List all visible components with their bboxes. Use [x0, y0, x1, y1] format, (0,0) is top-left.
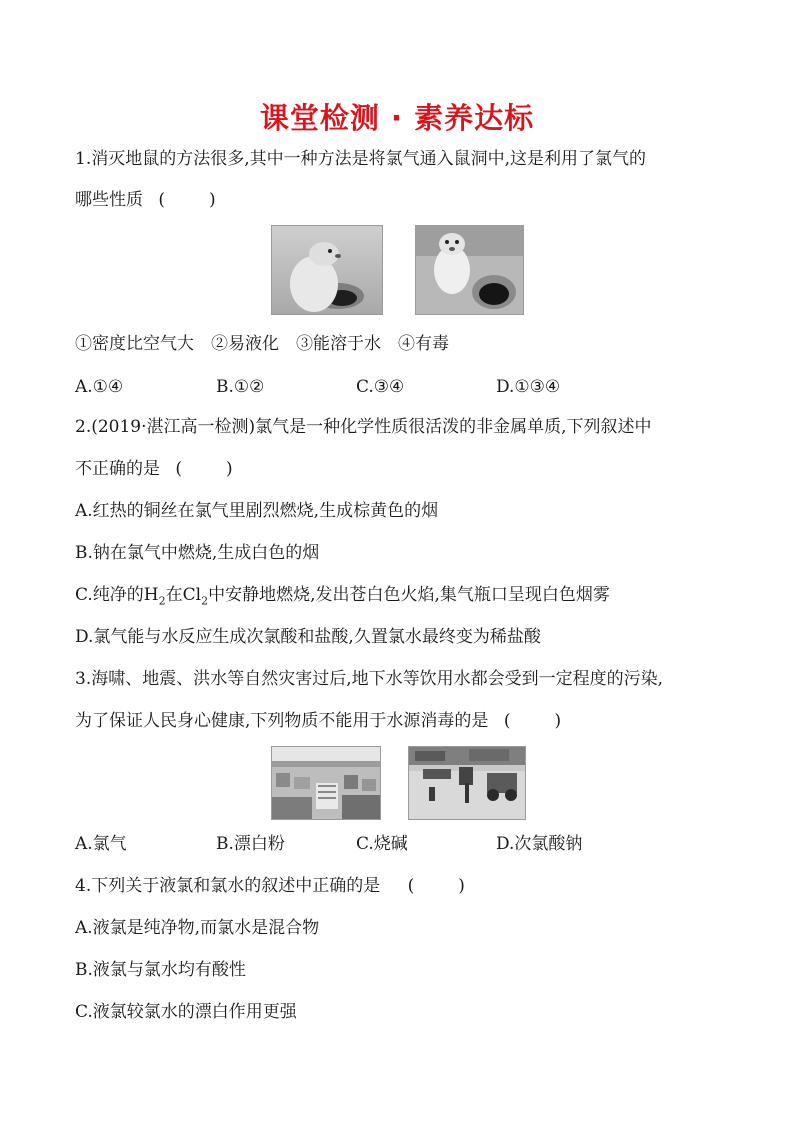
page-title: 课堂检测 · 素养达标: [259, 101, 535, 135]
q3-option-b: B.漂白粉: [216, 834, 285, 854]
q3-option-d: D.次氯酸钠: [496, 834, 583, 854]
q2-option-d: D.氯气能与水反应生成次氯酸和盐酸,久置氯水最终变为稀盐酸: [75, 627, 541, 647]
q2-answer-paren-close: ): [226, 459, 233, 479]
q2-stem-text: 不正确的是: [75, 459, 160, 479]
q4-stem: [75, 875, 465, 897]
q1-option-d: D.①③④: [496, 377, 561, 397]
q2-option-b: B.钠在氯气中燃烧,生成白色的烟: [75, 543, 320, 563]
q4-stem-text: 4.下列关于液氯和氯水的叙述中正确的是: [75, 876, 381, 896]
q4-option-b: B.液氯与氯水均有酸性: [75, 960, 246, 980]
city-photo: [271, 746, 381, 820]
q3-stem-line2: [75, 710, 561, 732]
q1-stem-line2: [75, 189, 216, 211]
q2-option-c-part2: 在Cl: [165, 585, 202, 605]
q1-option-c: C.③④: [356, 377, 405, 397]
q2-stem-line2: [75, 458, 233, 480]
q2-option-c-part1: C.纯净的H: [75, 585, 159, 605]
q2-stem-line1: 2.(2019·湛江高一检测)氯气是一种化学性质很活泼的非金属单质,下列叙述中: [75, 417, 652, 437]
flood-photo: [408, 746, 526, 820]
q2-option-c-sub2: 2: [201, 594, 209, 608]
q1-properties: ①密度比空气大 ②易液化 ③能溶于水 ④有毒: [75, 334, 449, 354]
q3-stem-line1: 3.海啸、地震、洪水等自然灾害过后,地下水等饮用水都会受到一定程度的污染,: [75, 669, 664, 689]
q3-stem-text: 为了保证人民身心健康,下列物质不能用于水源消毒的是: [75, 711, 489, 731]
q4-answer-paren-open: (: [407, 876, 415, 896]
gopher-photo-left: [271, 225, 383, 315]
q1-option-b: B.①②: [216, 377, 265, 397]
q3-answer-paren-close: ): [554, 711, 562, 731]
q2-option-a: A.红热的铜丝在氯气里剧烈燃烧,生成棕黄色的烟: [75, 501, 439, 521]
q4-answer-paren-close: ): [458, 876, 465, 896]
q4-option-c: C.液氯较氯水的漂白作用更强: [75, 1002, 297, 1022]
gopher-photo-right: [415, 225, 524, 315]
q3-answer-paren-open: (: [503, 711, 511, 731]
q4-option-a: A.液氯是纯净物,而氯水是混合物: [75, 918, 320, 938]
q3-option-a: A.氯气: [75, 834, 127, 854]
q3-option-c: C.烧碱: [356, 834, 408, 854]
q2-answer-paren-open: (: [175, 459, 183, 479]
q1-answer-paren-open: (: [158, 190, 166, 210]
q1-stem-line1: 1.消灭地鼠的方法很多,其中一种方法是将氯气通入鼠洞中,这是利用了氯气的: [75, 149, 647, 169]
q2-option-c: [75, 584, 610, 612]
q2-option-c-sub1: 2: [158, 594, 166, 608]
q1-stem-text: 哪些性质: [75, 190, 143, 210]
q2-option-c-part3: 中安静地燃烧,发出苍白色火焰,集气瓶口呈现白色烟雾: [208, 585, 610, 605]
q1-option-a: A.①④: [75, 377, 124, 397]
q1-answer-paren-close: ): [209, 190, 216, 210]
